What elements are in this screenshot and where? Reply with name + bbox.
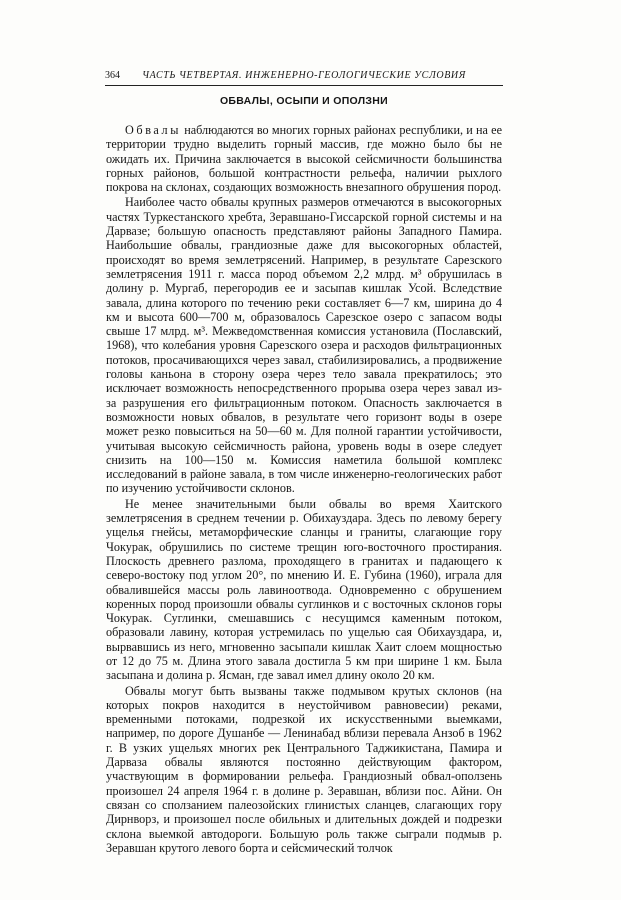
paragraph-text: Не менее значительными были обвалы во время Хаитского землетрясения в среднем течении р. Обихауздара. Здесь по левому берегу ущелья гнейсы, метаморфические сланцы и граниты, слагающие гору Чокурак, обрушились по системе трещин юго-восточного простирания. Плоскость древнего разлома, проходящего в гранитах и падающего к северо-востоку под углом 20°, по мнению И. Е. Губина (1960), играла для обвалившейся массы роль лавиноотвода. Одновременно с обрушением коренных пород произошли обвалы суглинков и с восточных склонов горы Чокурак. Суглинки, смешавшись с несущимся каменным потоком, образовали лавину, которая устремилась по ущелью сая Обихауздара, и, вырвавшись из него, мгновенно засыпали кишлак Хаит слоем мощностью от 12 до 75 м. Длина этого завала достигла 5 км при ширине 1 км. Была засыпана и долина р. Ясман, где завал имел длину около 20 км.: [106, 496, 502, 683]
paragraph-lead-word: Обвалы: [125, 123, 181, 137]
section-title: ОБВАЛЫ, ОСЫПИ И ОПОЛЗНИ: [219, 95, 389, 107]
paragraph-3: [106, 497, 502, 683]
running-head: ЧАСТЬ ЧЕТВЕРТАЯ. ИНЖЕНЕРНО-ГЕОЛОГИЧЕСКИЕ УСЛОВИЯ: [142, 70, 466, 81]
paragraph-text: Наиболее часто обвалы крупных размеров отмечаются в высокогорных частях Туркестанского хребта, Зеравшано-Гиссарской горной системы и на Дарвазе; большую опасность представляют районы Западного Памира. Наибольшие обвалы, грандиозные даже для высокогорных областей, происходят во время землетрясений. Например, в результате Сарезского землетрясения 1911 г. масса пород объемом 2,2 млрд. м³ обрушилась в долину р. Мургаб, перегородив ее и засыпав кишлак Усой. Вследствие завала, длина которого по течению реки составляет 6—7 км, ширина до 4 км и высота 600—700 м, образовалось Сарезское озеро с запасом воды свыше 17 млрд. м³. Межведомственная комиссия установила (Пославский, 1968), что колебания уровня Сарезского озера и расходов фильтрационных потоков, просачивающихся через завал, стабилизировались, а продвижение головы каньона в сторону озера через тело завала прекратилось; это исключает возможность непосредственного прорыва озера через завал из-за разрушения его фильтрационным потоком. Опасность заключается в возможности новых обвалов, в результате чего горизонт воды в озере может резко повыситься на 50—60 м. Для полной гарантии устойчивости, учитывая высокую сейсмичность района, уровень воды в озере следует снизить на 100—150 м. Комиссия наметила большой комплекс исследований в районе завала, в том числе инженерно-геологических работ по изучению устойчивости склонов.: [106, 195, 502, 496]
page-header: [105, 67, 503, 86]
paragraph-4: [106, 684, 502, 856]
paragraph-2: [106, 195, 502, 495]
paragraph-text: Обвалы могут быть вызваны также подмывом крутых склонов (на которых покров находится в неустойчивом равновесии) реками, временными потоками, подрезкой их искусственными выемками, например, по дороге Душанбе — Ленинабад вблизи перевала Анзоб в 1962 г. В узких ущельях многих рек Центрального Таджикистана, Памира и Дарваза обвалы являются постоянно действующим фактором, участвующим в формировании рельефа. Грандиозный обвал-оползень произошел 24 апреля 1964 г. в долине р. Зеравшан, вблизи пос. Айни. Он связан со сползанием палеозойских глинистых сланцев, слагающих гору Дирнворз, и произошел после обильных и длительных дождей и подрезки склона выемкой автодороги. Большую роль также сыграли подмыв р. Зеравшан крутого левого борта и сейсмический толчок: [106, 683, 502, 855]
page-number: 364: [105, 70, 120, 81]
paragraph-text: наблюдаются во многих горных районах республики, и на ее территории трудно выделить горный массив, где можно было бы не ожидать их. Причина заключается в высокой сейсмичности большинства горных районов, большой контрастности рельефа, наличии рыхлого покрова на склонах, создающих возможность внезапного обрушения пород.: [106, 123, 502, 195]
paragraph-1: [106, 123, 502, 194]
page-body: [106, 95, 502, 856]
